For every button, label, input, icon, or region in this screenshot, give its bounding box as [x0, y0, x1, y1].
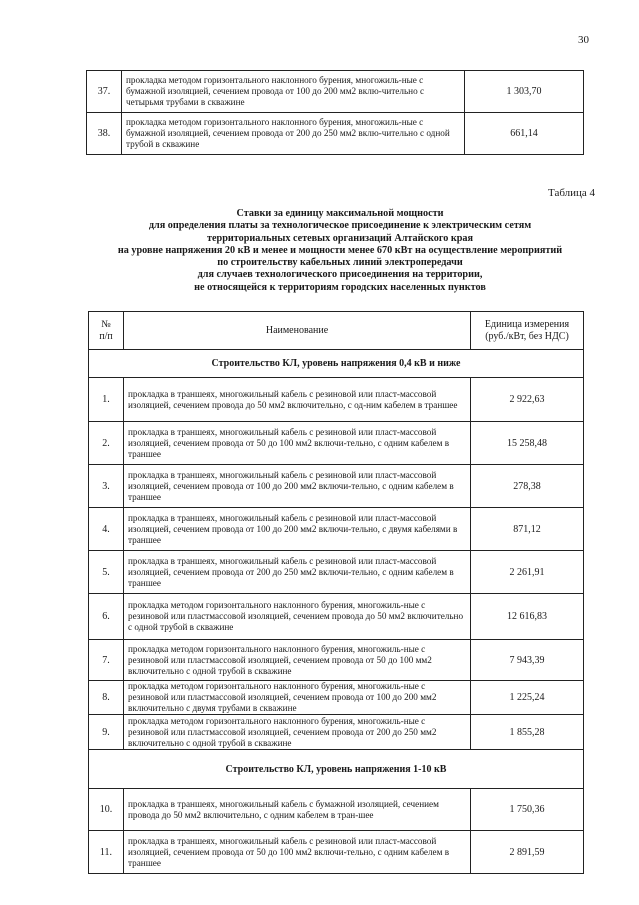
row-description: прокладка методом горизонтального наклонного бурения, многожиль-ные с бумажной изоляцией, сечением провода от 100 до 200 мм2 вклю-чительно с четырьмя трубами в скважине [122, 71, 465, 113]
row-description: прокладка методом горизонтального наклонного бурения, многожиль-ные с резиновой или пластмассовой изоляцией, сечением провода от 200 до 250 мм2 включительно с одной трубой в скважине [124, 715, 471, 750]
table-header-row [89, 312, 584, 350]
header-num [89, 312, 124, 350]
row-description: прокладка в траншеях, многожильный кабель с резиновой или пласт-массовой изоляцией, сечением провода от 100 до 200 мм2 включи-тельно, с одним кабелем в траншее [124, 465, 471, 508]
row-description: прокладка методом горизонтального наклонного бурения, многожиль-ные с резиновой или пластмассовой изоляцией, сечением провода до 50 мм2 включительно с одной трубой в скважине [124, 594, 471, 640]
table-row [89, 681, 584, 715]
table-row [87, 113, 584, 155]
title-line: территориальных сетевых организаций Алтайского края [207, 232, 473, 244]
title-line: по строительству кабельных линий электропередачи [217, 257, 463, 269]
row-description: прокладка в траншеях, многожильный кабель с резиновой или пласт-массовой изоляцией, сечением провода от 100 до 200 мм2 включи-тельно, с двумя кабелями в траншее [124, 508, 471, 551]
table-row [89, 465, 584, 508]
row-number: 11. [89, 831, 124, 874]
row-value: 15 258,48 [471, 422, 584, 465]
row-description: прокладка в траншеях, многожильный кабель с резиновой или пласт-массовой изоляцией, сечением провода до 50 мм2 включительно, с од-ним кабелем в траншее [124, 378, 471, 422]
section2-header-body [89, 750, 584, 789]
row-number: 5. [89, 551, 124, 594]
row-number: 9. [89, 715, 124, 750]
table-row [89, 551, 584, 594]
row-value: 661,14 [465, 113, 584, 155]
row-number: 38. [87, 113, 122, 155]
row-description: прокладка методом горизонтального наклонного бурения, многожиль-ные с резиновой или пластмассовой изоляцией, сечением провода от 100 до 200 мм2 включительно с двумя трубами в скважине [124, 681, 471, 715]
table-row [89, 378, 584, 422]
table-caption: Таблица 4 [548, 187, 596, 199]
title-line: для определения платы за технологическое присоединение к электрическим сетям [148, 220, 532, 232]
table-row [89, 789, 584, 831]
section-header-row [89, 750, 584, 789]
section-header-row [89, 350, 584, 378]
row-value: 1 225,24 [471, 681, 584, 715]
continued-table [86, 70, 584, 155]
row-value: 2 922,63 [471, 378, 584, 422]
rates-table [88, 311, 584, 874]
table-row [89, 640, 584, 681]
row-value: 1 303,70 [465, 71, 584, 113]
table-row [87, 71, 584, 113]
row-value: 1 750,36 [471, 789, 584, 831]
table-row [89, 715, 584, 750]
row-value: 2 891,59 [471, 831, 584, 874]
row-description: прокладка в траншеях, многожильный кабель с резиновой или пласт-массовой изоляцией, сечением провода от 50 до 100 мм2 включи-тельно, с одним кабелем в траншее [124, 831, 471, 874]
row-number: 1. [89, 378, 124, 422]
page-number: 30 [578, 34, 589, 46]
section-title-1-10kv: Строительство КЛ, уровень напряжения 1-10 кВ [89, 750, 584, 789]
row-number: 3. [89, 465, 124, 508]
continued-table-body [87, 71, 584, 155]
header-unit-line2: (руб./кВт, без НДС) [485, 330, 569, 342]
row-description: прокладка методом горизонтального наклонного бурения, многожиль-ные с резиновой или пластмассовой изоляцией, сечением провода от 50 до 100 мм2 включительно с одной трубой в скважине [124, 640, 471, 681]
header-num-line2: п/п [99, 330, 113, 342]
section1-header-body [89, 350, 584, 378]
table-row [89, 594, 584, 640]
row-value: 278,38 [471, 465, 584, 508]
row-description: прокладка в траншеях, многожильный кабель с резиновой или пласт-массовой изоляцией, сечением провода от 200 до 250 мм2 включи-тельно, с одним кабелем в траншее [124, 551, 471, 594]
title-line: для случаев технологического присоединения на территории, [197, 269, 483, 281]
row-number: 6. [89, 594, 124, 640]
section2-rows [89, 789, 584, 874]
row-number: 4. [89, 508, 124, 551]
title-line: на уровне напряжения 20 кВ и менее и мощности менее 670 кВт на осуществление мероприятий [117, 244, 563, 256]
row-description: прокладка в траншеях, многожильный кабель с бумажной изоляцией, сечением провода до 50 мм2 включительно, с одним кабелем в тран-шее [124, 789, 471, 831]
row-number: 8. [89, 681, 124, 715]
row-number: 2. [89, 422, 124, 465]
row-number: 10. [89, 789, 124, 831]
row-description: прокладка в траншеях, многожильный кабель с резиновой или пласт-массовой изоляцией, сечением провода от 50 до 100 мм2 включи-тельно, с одним кабелем в траншее [124, 422, 471, 465]
section1-rows [89, 378, 584, 750]
header-unit-line1: Единица измерения [484, 318, 570, 330]
table-row [89, 422, 584, 465]
header-name: Наименование [124, 312, 471, 350]
header-num-line1: № [101, 318, 111, 330]
row-number: 37. [87, 71, 122, 113]
table-row [89, 508, 584, 551]
row-value: 1 855,28 [471, 715, 584, 750]
row-description: прокладка методом горизонтального наклонного бурения, многожиль-ные с бумажной изоляцией, сечением провода от 200 до 250 мм2 вклю-чительно с одной трубой в скважине [122, 113, 465, 155]
row-value: 12 616,83 [471, 594, 584, 640]
table-title [90, 208, 590, 294]
header-unit [471, 312, 584, 350]
row-value: 2 261,91 [471, 551, 584, 594]
row-value: 7 943,39 [471, 640, 584, 681]
row-number: 7. [89, 640, 124, 681]
table-row [89, 831, 584, 874]
row-value: 871,12 [471, 508, 584, 551]
section-title-0-4kv: Строительство КЛ, уровень напряжения 0,4 кВ и ниже [89, 350, 584, 378]
title-line: не относящейся к территориям городских населенных пунктов [194, 281, 486, 293]
title-line: Ставки за единицу максимальной мощности [236, 208, 444, 219]
